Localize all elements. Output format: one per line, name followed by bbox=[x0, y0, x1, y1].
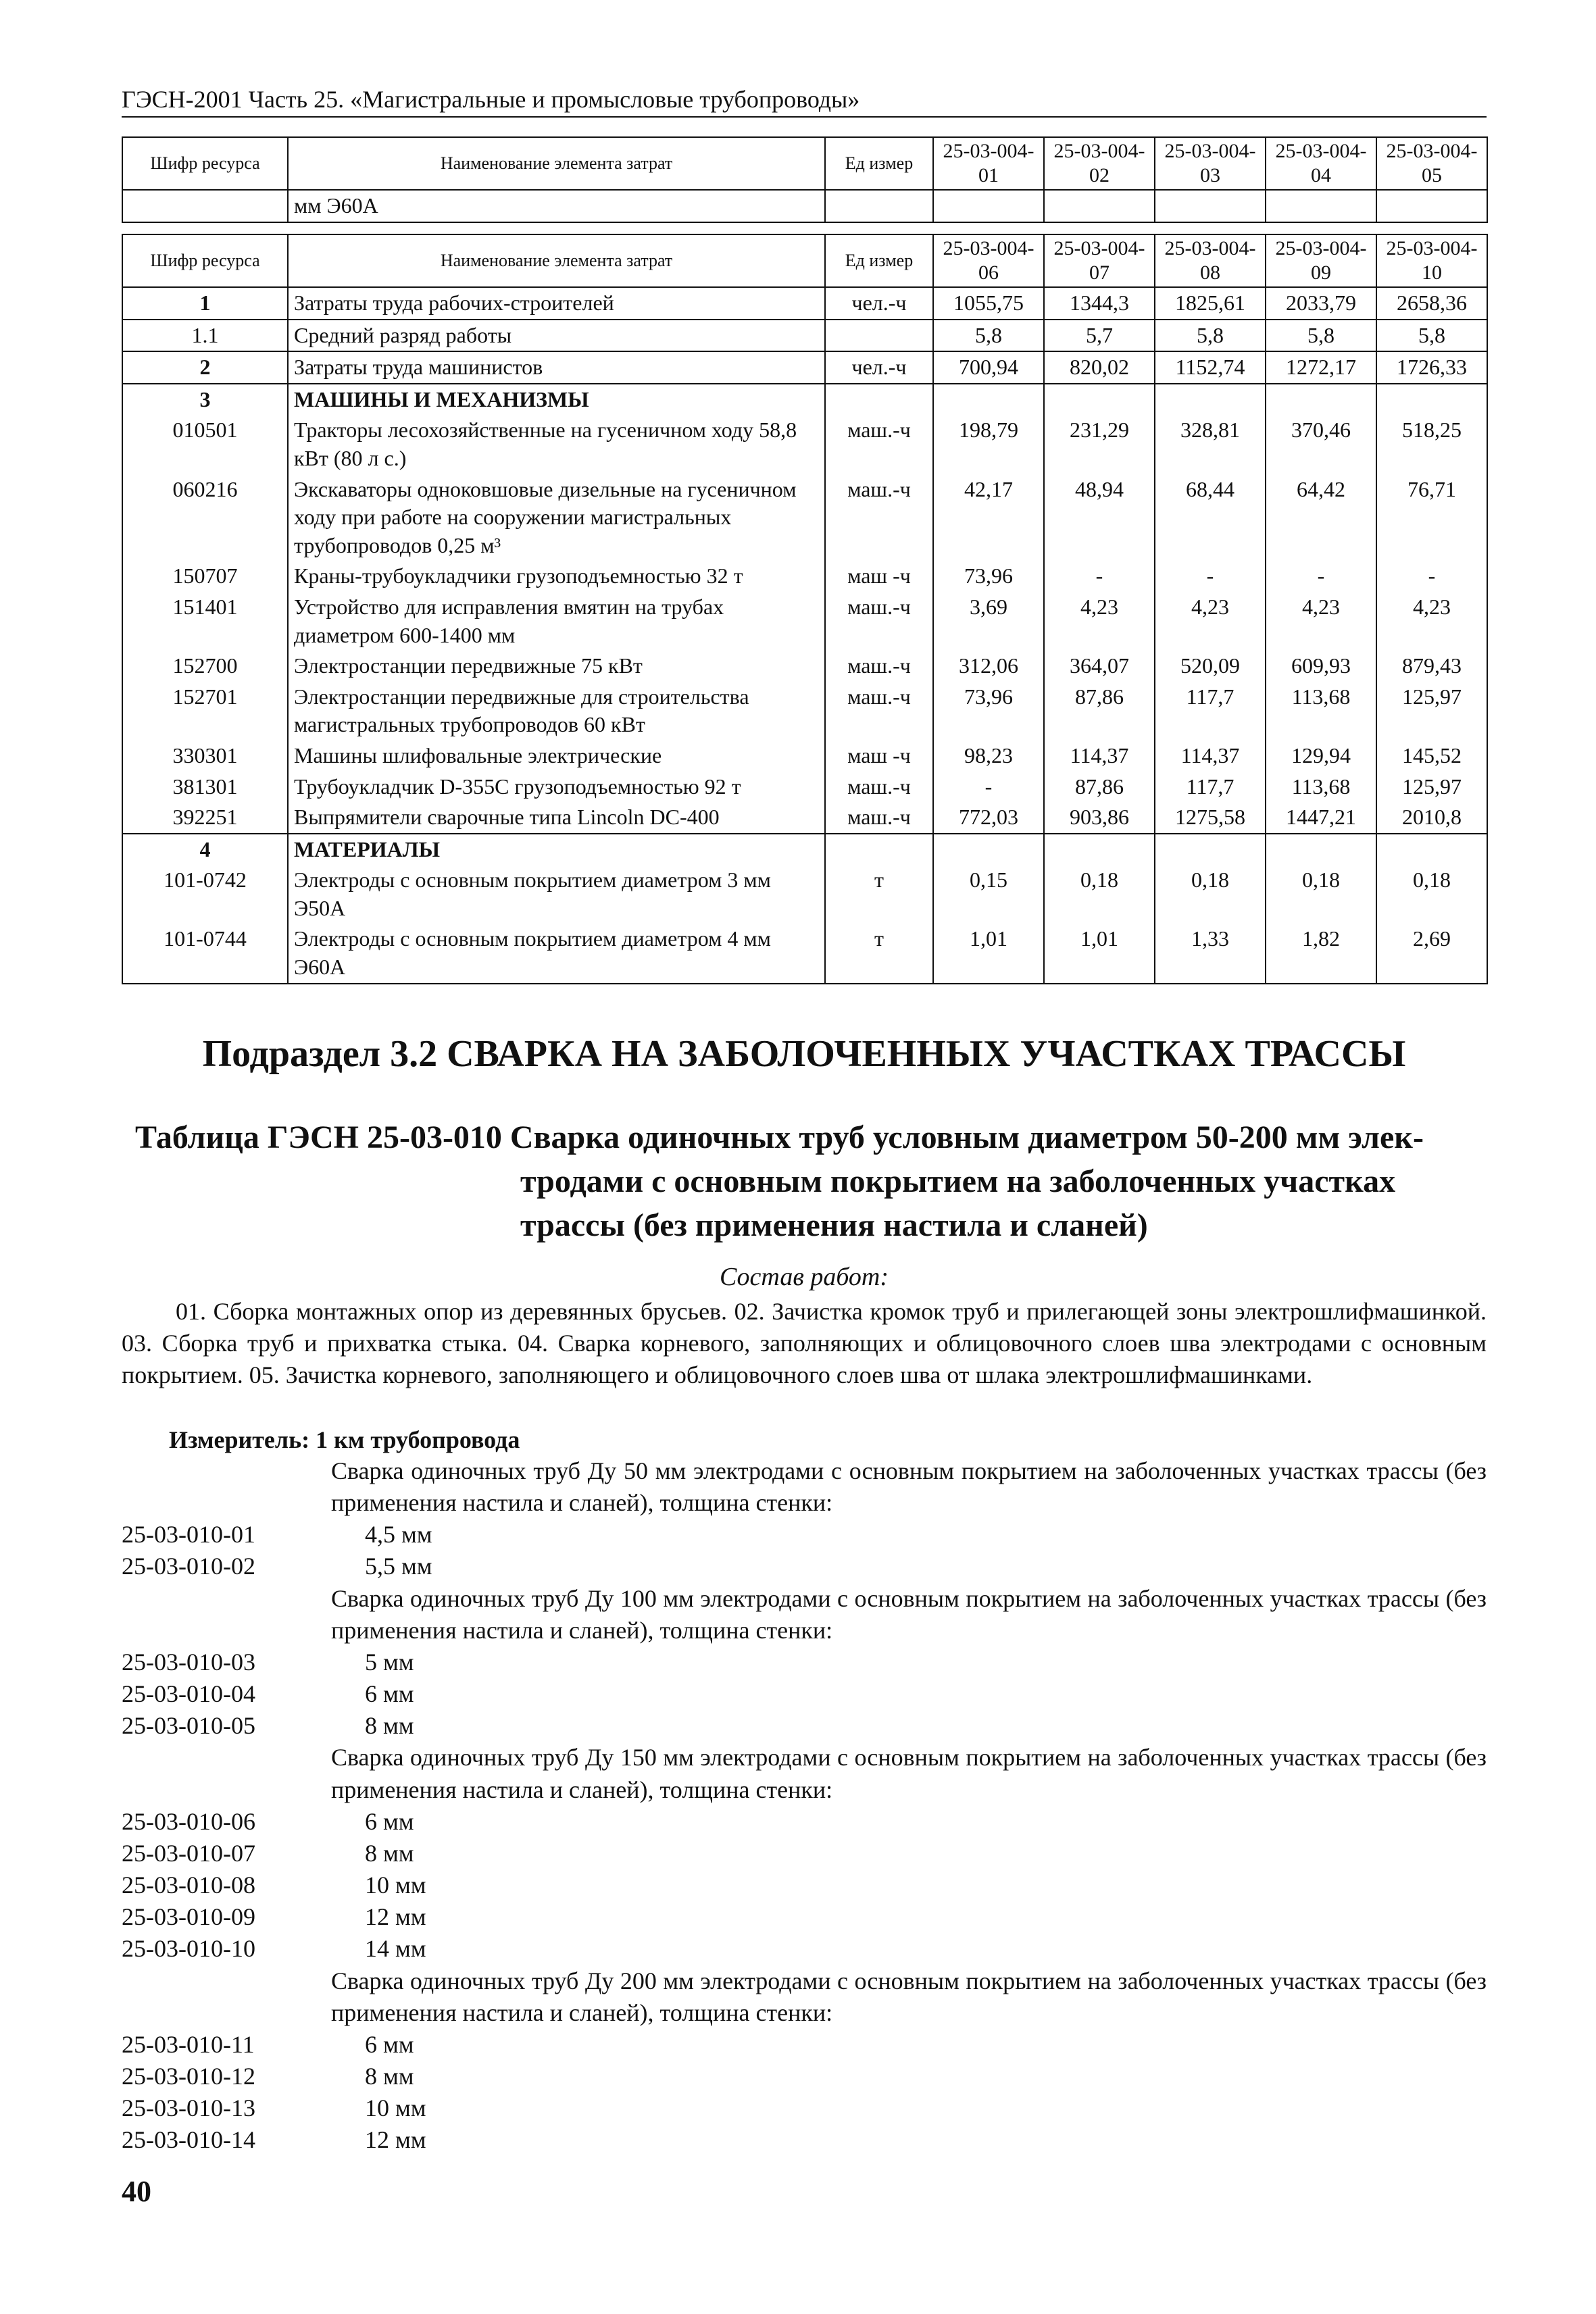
norm-value: 6 мм bbox=[365, 1807, 414, 1835]
row-code: 1 bbox=[122, 287, 288, 320]
table-row bbox=[122, 802, 1487, 834]
row-unit: маш.-ч bbox=[825, 682, 933, 740]
row-value: 64,42 bbox=[1266, 474, 1376, 561]
table-row bbox=[122, 924, 1487, 983]
row-value: 0,15 bbox=[933, 865, 1044, 924]
norm-item bbox=[122, 2124, 1487, 2156]
row-value: 609,93 bbox=[1266, 651, 1376, 682]
row-value: 370,46 bbox=[1266, 415, 1376, 474]
row-unit: маш -ч bbox=[825, 561, 933, 592]
norm-value: 6 мм bbox=[365, 2030, 414, 2058]
measurement-unit: Измеритель: 1 км трубопровода bbox=[169, 1426, 520, 1453]
row-value: - bbox=[1266, 561, 1376, 592]
norm-item bbox=[122, 2061, 1487, 2092]
row-value: 5,8 bbox=[1376, 320, 1487, 352]
norm-code: 25-03-010-08 bbox=[122, 1871, 255, 1899]
row-value bbox=[933, 834, 1044, 865]
norm-code: 25-03-010-02 bbox=[122, 1553, 255, 1580]
norm-item bbox=[122, 1519, 1487, 1551]
row-value: 700,94 bbox=[933, 351, 1044, 384]
row-unit: маш.-ч bbox=[825, 415, 933, 474]
row-value: 73,96 bbox=[933, 561, 1044, 592]
col-header-norm: 25-03-004-08 bbox=[1155, 234, 1266, 287]
row-value: 117,7 bbox=[1155, 772, 1266, 803]
row-code: 010501 bbox=[122, 415, 288, 474]
norm-value: 4,5 мм bbox=[365, 1521, 432, 1549]
row-unit: т bbox=[825, 865, 933, 924]
row-value: 1447,21 bbox=[1266, 802, 1376, 834]
page-number: 40 bbox=[122, 2175, 151, 2208]
row-value: 1,01 bbox=[1044, 924, 1155, 983]
norm-code: 25-03-010-10 bbox=[122, 1935, 255, 1963]
norm-item bbox=[122, 1933, 1487, 1965]
col-header-name: Наименование элемента затрат bbox=[288, 137, 825, 190]
table1-tail-row bbox=[122, 190, 1487, 222]
norm-code: 25-03-010-01 bbox=[122, 1521, 255, 1549]
resource-table-1 bbox=[122, 136, 1488, 223]
row-value: 772,03 bbox=[933, 802, 1044, 834]
col-header-code: Шифр ресурса bbox=[122, 137, 288, 190]
row-value: 1,01 bbox=[933, 924, 1044, 983]
row-unit: маш.-ч bbox=[825, 802, 933, 834]
row-value: 4,23 bbox=[1266, 592, 1376, 651]
table-row bbox=[122, 384, 1487, 416]
row-value: 1825,61 bbox=[1155, 287, 1266, 320]
row-value: - bbox=[933, 772, 1044, 803]
table-row bbox=[122, 740, 1487, 772]
row-value: 879,43 bbox=[1376, 651, 1487, 682]
row-value: 4,23 bbox=[1155, 592, 1266, 651]
row-value: 113,68 bbox=[1266, 682, 1376, 740]
norm-value: 8 мм bbox=[365, 2062, 414, 2090]
norm-code: 25-03-010-13 bbox=[122, 2094, 255, 2122]
row-value: - bbox=[1376, 561, 1487, 592]
row-value: 820,02 bbox=[1044, 351, 1155, 384]
row-value bbox=[1155, 834, 1266, 865]
table-row bbox=[122, 865, 1487, 924]
norm-item bbox=[122, 1838, 1487, 1869]
row-value: 114,37 bbox=[1155, 740, 1266, 772]
row-value: 0,18 bbox=[1376, 865, 1487, 924]
norm-item bbox=[122, 1646, 1487, 1678]
row-name: Экскаваторы одноковшовые дизельные на гусеничном ходу при работе на сооружении магистральных трубопроводов 0,25 м³ bbox=[288, 474, 825, 561]
row-value: 0,18 bbox=[1044, 865, 1155, 924]
table-title bbox=[135, 1116, 1487, 1247]
norm-group-title: Сварка одиночных труб Ду 100 мм электродами с основным покрытием на заболоченных участках трассы (без применения настила и сланей), толщина стенки: bbox=[331, 1584, 1487, 1644]
row-value: 117,7 bbox=[1155, 682, 1266, 740]
row-name: Электроды с основным покрытием диаметром 4 мм Э60А bbox=[288, 924, 825, 983]
norm-value: 8 мм bbox=[365, 1839, 414, 1867]
row-value: 113,68 bbox=[1266, 772, 1376, 803]
row-value: 76,71 bbox=[1376, 474, 1487, 561]
norm-code: 25-03-010-09 bbox=[122, 1903, 255, 1931]
norm-value: 10 мм bbox=[365, 2094, 426, 2122]
row-name: Электростанции передвижные 75 кВт bbox=[288, 651, 825, 682]
table-row bbox=[122, 287, 1487, 320]
tail-text: мм Э60А bbox=[288, 190, 825, 222]
row-unit: маш.-ч bbox=[825, 474, 933, 561]
row-value: 1152,74 bbox=[1155, 351, 1266, 384]
col-header-unit: Ед измер bbox=[825, 137, 933, 190]
row-name: Машины шлифовальные электрические bbox=[288, 740, 825, 772]
row-value: 5,8 bbox=[933, 320, 1044, 352]
row-code: 2 bbox=[122, 351, 288, 384]
row-unit: т bbox=[825, 924, 933, 983]
row-unit: маш.-ч bbox=[825, 592, 933, 651]
row-value: 145,52 bbox=[1376, 740, 1487, 772]
norm-code: 25-03-010-12 bbox=[122, 2062, 255, 2090]
row-code: 060216 bbox=[122, 474, 288, 561]
row-value bbox=[1376, 384, 1487, 416]
col-header-norm: 25-03-004-06 bbox=[933, 234, 1044, 287]
row-value bbox=[1266, 834, 1376, 865]
row-value: 129,94 bbox=[1266, 740, 1376, 772]
row-unit: маш -ч bbox=[825, 740, 933, 772]
norm-code: 25-03-010-14 bbox=[122, 2126, 255, 2154]
norm-item bbox=[122, 1901, 1487, 1933]
row-value: - bbox=[1044, 561, 1155, 592]
col-header-norm: 25-03-004-01 bbox=[933, 137, 1044, 190]
row-name: Краны-трубоукладчики грузоподъемностью 32 т bbox=[288, 561, 825, 592]
row-value: 1726,33 bbox=[1376, 351, 1487, 384]
norm-code: 25-03-010-03 bbox=[122, 1648, 255, 1676]
table-row bbox=[122, 561, 1487, 592]
norm-item bbox=[122, 2092, 1487, 2124]
row-code: 330301 bbox=[122, 740, 288, 772]
norm-item bbox=[122, 2029, 1487, 2061]
norm-group-title: Сварка одиночных труб Ду 200 мм электродами с основным покрытием на заболоченных участках трассы (без применения настила и сланей), толщина стенки: bbox=[331, 1967, 1487, 2026]
row-value: 48,94 bbox=[1044, 474, 1155, 561]
row-value bbox=[1155, 384, 1266, 416]
row-unit bbox=[825, 320, 933, 352]
norm-group-title: Сварка одиночных труб Ду 150 мм электродами с основным покрытием на заболоченных участках трассы (без применения настила и сланей), толщина стенки: bbox=[331, 1744, 1487, 1803]
row-code: 101-0744 bbox=[122, 924, 288, 983]
row-name: Устройство для исправления вмятин на трубах диаметром 600-1400 мм bbox=[288, 592, 825, 651]
table-row bbox=[122, 474, 1487, 561]
row-name: МАТЕРИАЛЫ bbox=[288, 834, 825, 865]
row-value: 98,23 bbox=[933, 740, 1044, 772]
row-name: Затраты труда машинистов bbox=[288, 351, 825, 384]
row-code: 381301 bbox=[122, 772, 288, 803]
norm-value: 14 мм bbox=[365, 1935, 426, 1963]
row-unit: маш.-ч bbox=[825, 772, 933, 803]
table-row bbox=[122, 415, 1487, 474]
norm-value: 8 мм bbox=[365, 1712, 414, 1740]
col-header-norm: 25-03-004-03 bbox=[1155, 137, 1266, 190]
row-value: 87,86 bbox=[1044, 772, 1155, 803]
table-row bbox=[122, 351, 1487, 384]
row-code: 1.1 bbox=[122, 320, 288, 352]
row-value: 42,17 bbox=[933, 474, 1044, 561]
table-row bbox=[122, 320, 1487, 352]
row-code: 4 bbox=[122, 834, 288, 865]
row-value bbox=[1044, 834, 1155, 865]
norm-value: 5,5 мм bbox=[365, 1553, 432, 1580]
row-value: 2033,79 bbox=[1266, 287, 1376, 320]
col-header-name: Наименование элемента затрат bbox=[288, 234, 825, 287]
col-header-norm: 25-03-004-04 bbox=[1266, 137, 1376, 190]
table-row bbox=[122, 682, 1487, 740]
norm-item bbox=[122, 1551, 1487, 1582]
table-title-line: трассы (без применения настила и сланей) bbox=[520, 1207, 1148, 1243]
col-header-norm: 25-03-004-10 bbox=[1376, 234, 1487, 287]
row-value: 518,25 bbox=[1376, 415, 1487, 474]
table2-header-row bbox=[122, 234, 1487, 287]
row-name: Выпрямители сварочные типа Lincoln DC-400 bbox=[288, 802, 825, 834]
row-unit bbox=[825, 834, 933, 865]
norm-code: 25-03-010-04 bbox=[122, 1680, 255, 1708]
row-value: 312,06 bbox=[933, 651, 1044, 682]
row-value: 2,69 bbox=[1376, 924, 1487, 983]
table-title-line: Таблица ГЭСН 25-03-010 Сварка одиночных труб условным диаметром 50-200 мм элек- bbox=[135, 1120, 1424, 1155]
row-value: 2010,8 bbox=[1376, 802, 1487, 834]
norm-value: 10 мм bbox=[365, 1871, 426, 1899]
row-value: 364,07 bbox=[1044, 651, 1155, 682]
norm-code: 25-03-010-07 bbox=[122, 1839, 255, 1867]
norm-value: 5 мм bbox=[365, 1648, 414, 1676]
col-header-unit: Ед измер bbox=[825, 234, 933, 287]
row-value: 1,82 bbox=[1266, 924, 1376, 983]
row-value: 3,69 bbox=[933, 592, 1044, 651]
col-header-code: Шифр ресурса bbox=[122, 234, 288, 287]
work-composition-text: 01. Сборка монтажных опор из деревянных брусьев. 02. Зачистка кромок труб и прилегающей зоны электрошлифмашинкой. 03. Сборка труб и прихватка стыка. 04. Сварка корневого, заполняющих и облицовочного слоев шва электродами с основным покрытием. 05. Зачистка корневого, заполняющего и облицовочного слоев шва от шлака электрошлифмашинками. bbox=[122, 1298, 1487, 1388]
table2-body bbox=[122, 287, 1487, 984]
table-title-line: тродами с основным покрытием на заболоченных участках bbox=[520, 1163, 1396, 1199]
norm-item bbox=[122, 1869, 1487, 1901]
row-value: 68,44 bbox=[1155, 474, 1266, 561]
row-value: 231,29 bbox=[1044, 415, 1155, 474]
table1-header-row bbox=[122, 137, 1487, 190]
row-value: 114,37 bbox=[1044, 740, 1155, 772]
row-code: 150707 bbox=[122, 561, 288, 592]
running-header: ГЭСН-2001 Часть 25. «Магистральные и промысловые трубопроводы» bbox=[122, 85, 1487, 118]
work-composition-header: Состав работ: bbox=[719, 1263, 889, 1291]
norm-code: 25-03-010-05 bbox=[122, 1712, 255, 1740]
row-name: Затраты труда рабочих-строителей bbox=[288, 287, 825, 320]
norm-group-title: Сварка одиночных труб Ду 50 мм электродами с основным покрытием на заболоченных участках трассы (без применения настила и сланей), толщина стенки: bbox=[331, 1457, 1487, 1517]
row-value bbox=[1266, 384, 1376, 416]
row-value: 0,18 bbox=[1155, 865, 1266, 924]
norm-item bbox=[122, 1678, 1487, 1710]
row-value: 328,81 bbox=[1155, 415, 1266, 474]
row-code: 152701 bbox=[122, 682, 288, 740]
row-code: 392251 bbox=[122, 802, 288, 834]
row-unit bbox=[825, 384, 933, 416]
norm-code: 25-03-010-06 bbox=[122, 1807, 255, 1835]
row-value: - bbox=[1155, 561, 1266, 592]
row-value: 87,86 bbox=[1044, 682, 1155, 740]
col-header-norm: 25-03-004-02 bbox=[1044, 137, 1155, 190]
row-value: 4,23 bbox=[1044, 592, 1155, 651]
row-code: 152700 bbox=[122, 651, 288, 682]
norm-value: 6 мм bbox=[365, 1680, 414, 1708]
row-value bbox=[1044, 384, 1155, 416]
row-unit: маш.-ч bbox=[825, 651, 933, 682]
row-value: 0,18 bbox=[1266, 865, 1376, 924]
row-value: 4,23 bbox=[1376, 592, 1487, 651]
norm-item bbox=[122, 1806, 1487, 1838]
norm-item bbox=[122, 1710, 1487, 1742]
col-header-norm: 25-03-004-07 bbox=[1044, 234, 1155, 287]
norm-list bbox=[122, 1455, 1487, 2156]
row-value: 5,7 bbox=[1044, 320, 1155, 352]
row-value bbox=[933, 384, 1044, 416]
row-name: Трубоукладчик D-355С грузоподъемностью 92 т bbox=[288, 772, 825, 803]
table-row bbox=[122, 772, 1487, 803]
table-row bbox=[122, 651, 1487, 682]
row-value bbox=[1376, 834, 1487, 865]
row-value: 1055,75 bbox=[933, 287, 1044, 320]
row-unit: чел.-ч bbox=[825, 287, 933, 320]
row-value: 125,97 bbox=[1376, 682, 1487, 740]
row-value: 1,33 bbox=[1155, 924, 1266, 983]
row-name: Электроды с основным покрытием диаметром 3 мм Э50А bbox=[288, 865, 825, 924]
row-value: 903,86 bbox=[1044, 802, 1155, 834]
row-name: МАШИНЫ И МЕХАНИЗМЫ bbox=[288, 384, 825, 416]
table-row bbox=[122, 592, 1487, 651]
row-code: 101-0742 bbox=[122, 865, 288, 924]
row-value: 1344,3 bbox=[1044, 287, 1155, 320]
row-code: 151401 bbox=[122, 592, 288, 651]
row-value: 1272,17 bbox=[1266, 351, 1376, 384]
row-value: 5,8 bbox=[1266, 320, 1376, 352]
norm-value: 12 мм bbox=[365, 1903, 426, 1931]
row-value: 520,09 bbox=[1155, 651, 1266, 682]
row-value: 5,8 bbox=[1155, 320, 1266, 352]
row-value: 1275,58 bbox=[1155, 802, 1266, 834]
col-header-norm: 25-03-004-09 bbox=[1266, 234, 1376, 287]
row-name: Тракторы лесохозяйственные на гусеничном ходу 58,8 кВт (80 л с.) bbox=[288, 415, 825, 474]
row-name: Средний разряд работы bbox=[288, 320, 825, 352]
row-value: 73,96 bbox=[933, 682, 1044, 740]
subsection-title: Подраздел 3.2 СВАРКА НА ЗАБОЛОЧЕННЫХ УЧАСТКАХ ТРАССЫ bbox=[202, 1033, 1406, 1075]
row-value: 2658,36 bbox=[1376, 287, 1487, 320]
row-unit: чел.-ч bbox=[825, 351, 933, 384]
row-value: 198,79 bbox=[933, 415, 1044, 474]
col-header-norm: 25-03-004-05 bbox=[1376, 137, 1487, 190]
row-name: Электростанции передвижные для строительства магистральных трубопроводов 60 кВт bbox=[288, 682, 825, 740]
table-row bbox=[122, 834, 1487, 865]
norm-value: 12 мм bbox=[365, 2126, 426, 2154]
row-code: 3 bbox=[122, 384, 288, 416]
row-value: 125,97 bbox=[1376, 772, 1487, 803]
norm-code: 25-03-010-11 bbox=[122, 2030, 255, 2058]
resource-table-2 bbox=[122, 234, 1488, 984]
